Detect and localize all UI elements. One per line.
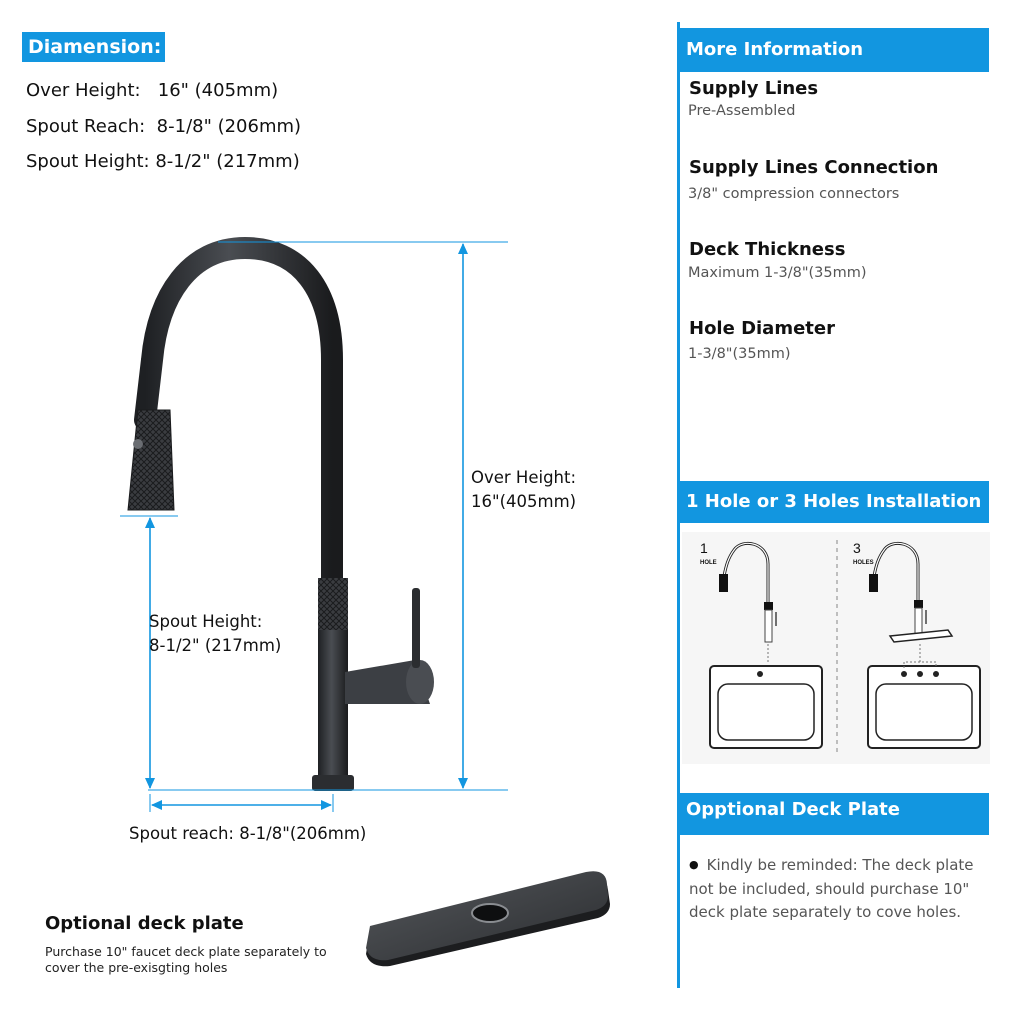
faucet-illustration	[0, 220, 640, 860]
deck-plate-header: Opptional Deck Plate	[677, 793, 989, 835]
installation-diagram	[682, 532, 990, 764]
over-height-label: Over Height: 16"(405mm)	[471, 468, 577, 511]
option-3-word: HOLES	[853, 560, 874, 566]
deck-plate-title: Optional deck plate	[45, 913, 244, 934]
option-1-number: 1	[700, 540, 708, 556]
three-hole-faucet-icon	[869, 543, 952, 662]
dimension-over-height: Over Height: 16" (405mm)	[26, 80, 279, 101]
option-3-number: 3	[853, 540, 861, 556]
deck-plate-desc-1: Purchase 10" faucet deck plate separately to	[45, 944, 327, 959]
bullet-icon: ●	[689, 858, 699, 871]
spout-height-label: Spout Height: 8-1/2" (217mm)	[149, 612, 282, 655]
three-hole-sink-icon	[868, 662, 980, 748]
dimension-spout-height: Spout Height: 8-1/2" (217mm)	[26, 151, 300, 172]
deck-plate-note: ● Kindly be reminded: The deck plate not be included, should purchase 10" deck plate separately to cove holes.	[689, 856, 974, 921]
hole-diameter-title: Hole Diameter	[689, 318, 835, 339]
installation-header: 1 Hole or 3 Holes Installation	[677, 481, 989, 523]
dimension-spout-reach: Spout Reach: 8-1/8" (206mm)	[26, 116, 302, 137]
deck-thickness-title: Deck Thickness	[689, 239, 846, 260]
spout-reach-label: Spout reach: 8-1/8"(206mm)	[129, 824, 367, 843]
supply-lines-title: Supply Lines	[689, 78, 819, 99]
dimension-header: Diamension:	[22, 32, 165, 62]
option-1-word: HOLE	[700, 560, 717, 566]
deck-plate-desc-2: cover the pre-exisgting holes	[45, 960, 228, 975]
deck-plate-image	[360, 868, 620, 980]
deck-thickness-value: Maximum 1-3/8"(35mm)	[688, 265, 867, 281]
supply-connection-title: Supply Lines Connection	[689, 157, 939, 178]
one-hole-sink-icon	[710, 666, 822, 748]
one-hole-faucet-icon	[719, 543, 776, 664]
more-info-header: More Information	[677, 28, 989, 72]
hole-diameter-value: 1-3/8"(35mm)	[688, 346, 791, 362]
supply-lines-value: Pre-Assembled	[688, 103, 796, 119]
supply-connection-value: 3/8" compression connectors	[688, 186, 900, 202]
